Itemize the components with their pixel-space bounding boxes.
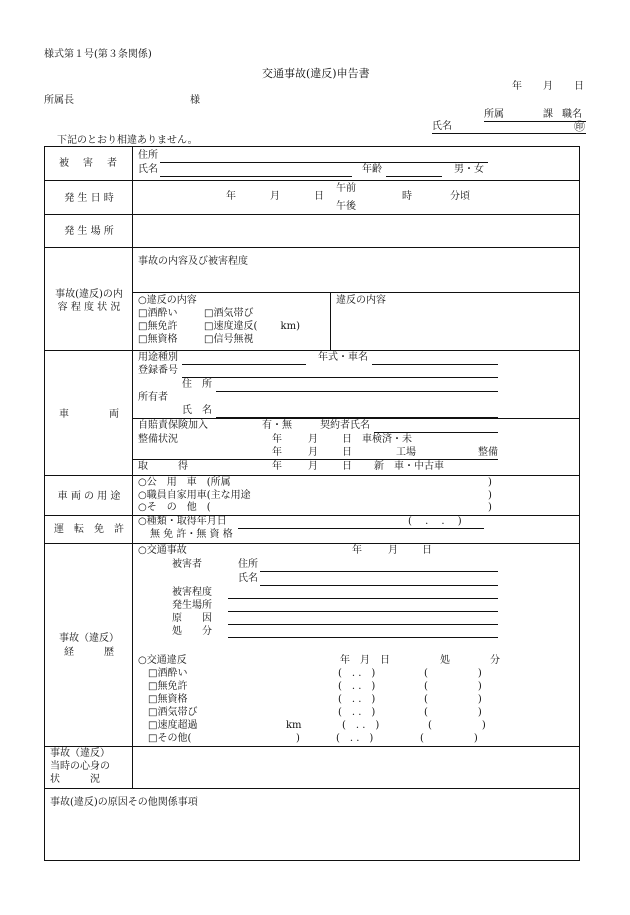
occurrence-label: 発 生 日 時 — [64, 193, 114, 204]
violation-date-1: ( . . ) — [338, 681, 376, 692]
history-disposal-field[interactable] — [228, 637, 498, 638]
acq-month-label: 月 — [308, 461, 318, 472]
occurrence-day-label: 日 — [314, 191, 324, 202]
usage-type-label: 用途種別 — [138, 352, 178, 363]
reg-no-field[interactable] — [182, 377, 498, 378]
occurrence-am-option[interactable]: 午前 — [336, 183, 356, 194]
maintenance-label: 整備状況 — [138, 434, 178, 445]
maint-month-label: 月 — [308, 434, 318, 445]
form-title: 交通事故(違反)申告書 — [262, 67, 370, 80]
other-close-paren: ) — [296, 733, 300, 744]
owner-label: 所有者 — [138, 392, 168, 403]
maint-day-label: 日 — [342, 434, 352, 445]
occurrence-year-label: 年 — [226, 191, 236, 202]
license-type-field[interactable] — [238, 528, 484, 529]
victim-sex-options[interactable]: 男・女 — [454, 164, 484, 175]
history-damage-label: 被害程度 — [172, 587, 212, 598]
applicant-name-line — [432, 133, 586, 134]
history-cause-field[interactable] — [228, 624, 498, 625]
victim-age-field[interactable] — [386, 176, 442, 177]
vehicle-use-label: 車 両 の 用 途 — [57, 491, 121, 502]
model-label: 年式・車名 — [318, 352, 368, 363]
occurrence-minute-label: 分頃 — [450, 191, 470, 202]
violation-heading: ○違反の内容 — [138, 295, 197, 306]
history-day-label: 日 — [422, 545, 432, 556]
history-disposal-label: 処 分 — [172, 626, 212, 637]
history-name-field[interactable] — [260, 585, 498, 586]
mind-label-2: 当時の心身の — [50, 761, 110, 772]
seal-mark: ㊞ — [574, 120, 585, 133]
violation-disposal-3: ( ) — [424, 707, 482, 718]
mind-label-3: 状 況 — [50, 774, 100, 785]
cause-other-field[interactable] — [50, 812, 576, 858]
model-field[interactable] — [372, 364, 498, 365]
violation-detail-label: 違反の内容 — [336, 295, 386, 306]
license-label: 運 転 免 許 — [54, 524, 124, 535]
violation-date-3: ( . . ) — [338, 707, 376, 718]
history-name-label: 氏名 — [238, 573, 258, 584]
history-address-label: 住所 — [238, 559, 258, 570]
cause-other-label: 事故(違反)の原因その他関係事項 — [50, 797, 198, 808]
history-label-1: 事故（違反） — [59, 633, 119, 644]
violation-disposal-2: ( ) — [424, 694, 482, 705]
applicant-name-label: 氏名 — [432, 121, 452, 132]
violation-row-speeding[interactable]: □速度超過 — [148, 720, 198, 731]
owner-name-label: 氏 名 — [182, 405, 212, 416]
use-other-option[interactable]: ○そ の 他 ( — [138, 502, 211, 513]
owner-address-label: 住 所 — [182, 379, 212, 390]
place-label: 発 生 場 所 — [64, 226, 114, 237]
violation-disposal-4: ( ) — [428, 720, 486, 731]
use-private-close: ) — [488, 490, 492, 501]
victim-age-label: 年齢 — [362, 164, 382, 175]
contractor-label: 契約者氏名 — [320, 420, 370, 431]
checkbox-no-license[interactable]: □無免許 — [138, 321, 178, 332]
history-month-label: 月 — [388, 545, 398, 556]
license-type-label: ○種類・取得年月日 — [138, 516, 227, 527]
history-violation-heading: ○交通違反 — [138, 655, 187, 666]
intro-text: 下記のとおり相違ありません。 — [57, 135, 198, 146]
maint2-day-label: 日 — [342, 447, 352, 458]
victim-label: 被 害 者 — [59, 158, 119, 169]
license-none-options[interactable]: 無 免 許・無 資 格 — [150, 529, 233, 540]
maint2-month-label: 月 — [308, 447, 318, 458]
date-month-label: 月 — [543, 81, 553, 92]
acq-day-label: 日 — [342, 461, 352, 472]
violation-disposal-1: ( ) — [424, 681, 482, 692]
violation-row-no-qualification[interactable]: □無資格 — [148, 694, 188, 705]
accident-content-label-2: 容 程 度 状 況 — [57, 302, 121, 313]
checkbox-speeding[interactable]: □速度違反( km) — [204, 321, 300, 332]
damage-heading: 事故の内容及び被害程度 — [138, 256, 248, 267]
violation-row-drunk[interactable]: □酒酔い — [148, 668, 188, 679]
violation-disposal-0: ( ) — [424, 668, 482, 679]
usage-type-field[interactable] — [182, 364, 306, 365]
maint-done-label: 整備 — [478, 447, 498, 458]
history-place-label: 発生場所 — [172, 600, 212, 611]
reg-no-label: 登録番号 — [138, 365, 178, 376]
applicant-rank-label: 職名 — [562, 109, 582, 120]
use-private-option[interactable]: ○職員自家用車(主な用途 — [138, 490, 251, 501]
speeding-km-unit: km — [286, 720, 302, 731]
contractor-field[interactable] — [374, 432, 498, 433]
date-day-label: 日 — [574, 81, 584, 92]
factory-label: 工場 — [396, 447, 416, 458]
license-date-paren: ( . . ) — [408, 516, 462, 527]
acq-year-label: 年 — [272, 461, 282, 472]
checkbox-drunk[interactable]: □酒酔い — [138, 308, 178, 319]
accident-content-label-1: 事故(違反)の内 — [55, 289, 123, 300]
violation-date-2: ( . . ) — [338, 694, 376, 705]
maint-year-label: 年 — [272, 434, 282, 445]
occurrence-pm-option[interactable]: 午後 — [336, 201, 356, 212]
history-damage-field[interactable] — [228, 598, 498, 599]
history-victim-label: 被害者 — [172, 559, 202, 570]
maint2-year-label: 年 — [272, 447, 282, 458]
date-year-label: 年 — [512, 81, 522, 92]
victim-name-field[interactable] — [160, 176, 352, 177]
form-number: 様式第１号(第３条関係) — [44, 49, 152, 60]
checkbox-alcohol[interactable]: □酒気帯び — [204, 308, 254, 319]
history-violation-ymd: 年 月 日 — [340, 655, 390, 666]
violation-date-5: ( . . ) — [336, 733, 374, 744]
history-cause-label: 原 因 — [172, 613, 212, 624]
use-public-option[interactable]: ○公 用 車 (所属 — [138, 477, 231, 488]
addressee-honorific: 様 — [190, 95, 200, 106]
history-place-field[interactable] — [228, 611, 498, 612]
checkbox-no-qualification[interactable]: □無資格 — [138, 334, 178, 345]
vehicle-label: 車 両 — [59, 409, 119, 420]
history-accident-heading: ○交通事故 — [138, 545, 187, 556]
occurrence-hour-label: 時 — [402, 191, 412, 202]
violation-row-no-license[interactable]: □無免許 — [148, 681, 188, 692]
new-used-options[interactable]: 新 車・中古車 — [374, 461, 444, 472]
place-field[interactable] — [136, 218, 576, 244]
history-address-field[interactable] — [260, 571, 498, 572]
inspection-options[interactable]: 車検済・未 — [362, 434, 412, 445]
occurrence-month-label: 月 — [270, 191, 280, 202]
owner-address-field[interactable] — [216, 391, 498, 392]
checkbox-signal[interactable]: □信号無視 — [204, 334, 254, 345]
history-label-2: 経 歴 — [64, 647, 114, 658]
violation-date-4: ( . . ) — [342, 720, 380, 731]
violation-disposal-5: ( ) — [420, 733, 478, 744]
label-column-divider — [132, 146, 133, 788]
applicant-section-label: 課 — [543, 109, 553, 120]
mind-field[interactable] — [136, 750, 576, 784]
addressee: 所属長 — [44, 95, 74, 106]
insurance-label: 自賠責保険加入 — [138, 420, 208, 431]
insurance-options[interactable]: 有・無 — [262, 420, 292, 431]
use-other-close: ) — [488, 502, 492, 513]
history-year-label: 年 — [352, 545, 362, 556]
violation-row-other[interactable]: □その他( — [148, 733, 192, 744]
victim-address-field[interactable] — [160, 162, 488, 163]
acquired-label: 取 得 — [138, 461, 188, 472]
victim-address-label: 住所 — [138, 150, 158, 161]
use-public-close: ) — [488, 477, 492, 488]
violation-row-alcohol[interactable]: □酒気帯び — [148, 707, 198, 718]
mind-label-1: 事故（違反） — [50, 748, 110, 759]
victim-name-label: 氏名 — [138, 164, 158, 175]
history-violation-disposal: 処 分 — [440, 655, 500, 666]
applicant-dept-line — [484, 121, 586, 122]
applicant-dept-label: 所属 — [484, 109, 504, 120]
violation-date-0: ( . . ) — [338, 668, 376, 679]
